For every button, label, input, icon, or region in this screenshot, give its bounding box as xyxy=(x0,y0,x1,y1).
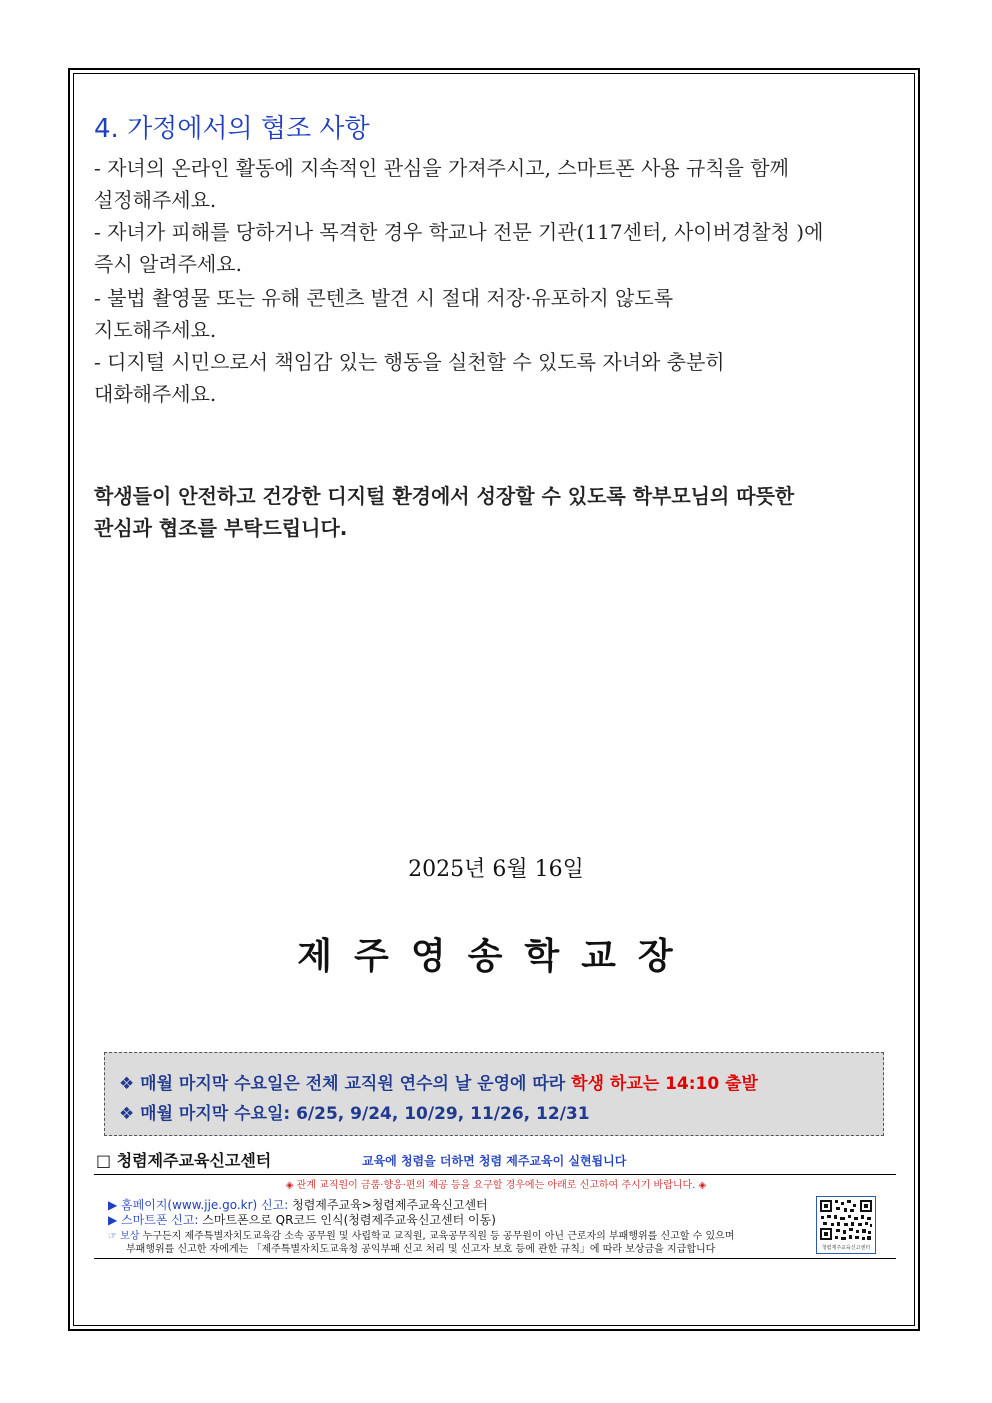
cooperation-item-3 xyxy=(94,282,894,346)
cooperation-item-2-line-1: - 자녀가 피해를 당하거나 목격한 경우 학교나 전문 기관(117센터, 사이버경찰청 )에 xyxy=(94,220,824,244)
cooperation-item-2-line-2: 즉시 알려주세요. xyxy=(94,252,242,276)
report-warning: ◈ 관계 교직원이 금품·향응·편의 제공 등을 요구할 경우에는 아래로 신고하여 주시기 바랍니다. ◈ xyxy=(285,1180,707,1191)
smartphone-text: 스마트폰으로 QR코드 인식(청렴제주교육신고센터 이동) xyxy=(198,1213,496,1227)
report-center-title: □ 청렴제주교육신고센터 xyxy=(96,1151,272,1170)
cooperation-item-2 xyxy=(94,216,894,280)
closing-line-2: 관심과 협조를 부탁드립니다. xyxy=(94,516,348,540)
reward-text-1: 누구든지 제주특별자치도교육감 소속 공무원 및 사립학교 교직원, 교육공무직원 등 공무원이 아닌 근로자의 부패행위를 신고할 수 있으며 xyxy=(139,1231,735,1242)
cooperation-item-4-line-2: 대화해주세요. xyxy=(94,382,217,406)
smartphone-report-line xyxy=(108,1211,496,1228)
cooperation-item-1-line-2: 설정해주세요. xyxy=(94,188,217,212)
cooperation-item-4-line-1: - 디지털 시민으로서 책임감 있는 행동을 실천할 수 있도록 자녀와 충분히 xyxy=(94,350,725,374)
divider-bottom xyxy=(94,1258,896,1259)
notice-highlight: 학생 하교는 14:10 출발 xyxy=(571,1074,758,1094)
early-dismissal-notice xyxy=(104,1052,884,1136)
cooperation-item-1 xyxy=(94,152,894,216)
reward-label: ☞ 보상 xyxy=(108,1231,140,1242)
divider-top xyxy=(94,1174,896,1175)
closing-line-1: 학생들이 안전하고 건강한 디지털 환경에서 성장할 수 있도록 학부모님의 따뜻한 xyxy=(94,484,795,508)
smartphone-label: ▶ 스마트폰 신고: xyxy=(108,1213,199,1227)
reward-line-2: 부패행위를 신고한 자에게는 「제주특별자치도교육청 공익부패 신고 처리 및 신고자 보호 등에 관한 규칙」에 따라 보상금을 지급합니다 xyxy=(126,1244,716,1255)
cooperation-item-4 xyxy=(94,346,894,410)
qr-code-icon xyxy=(817,1197,875,1243)
qr-caption: 청렴제주교육신고센터 xyxy=(821,1245,871,1251)
notice-line-1-text: ❖ 매월 마지막 수요일은 전체 교직원 연수의 날 운영에 따라 xyxy=(119,1074,572,1094)
cooperation-item-3-line-1: - 불법 촬영물 또는 유해 콘텐츠 발견 시 절대 저장·유포하지 않도록 xyxy=(94,286,674,310)
closing-message xyxy=(94,480,894,544)
qr-code[interactable] xyxy=(816,1196,876,1254)
notice-line-1 xyxy=(119,1069,758,1094)
homepage-path: 청렴제주교육>청렴제주교육신고센터 xyxy=(288,1198,488,1212)
cooperation-item-1-line-1: - 자녀의 온라인 활동에 지속적인 관심을 가져주시고, 스마트폰 사용 규칙을 함께 xyxy=(94,156,789,180)
report-center-slogan: 교육에 청렴을 더하면 청렴 제주교육이 실현됩니다 xyxy=(362,1154,627,1168)
cooperation-item-3-line-2: 지도해주세요. xyxy=(94,318,217,342)
letter-date: 2025년 6월 16일 xyxy=(408,857,584,882)
section-heading: 4. 가정에서의 협조 사항 xyxy=(94,114,370,144)
homepage-link[interactable]: ▶ 홈페이지(www.jje.go.kr) 신고: xyxy=(108,1198,289,1212)
signer-title: 제주영송학교장 xyxy=(297,936,695,977)
notice-line-2: ❖ 매월 마지막 수요일: 6/25, 9/24, 10/29, 11/26, 12/31 xyxy=(119,1104,590,1124)
